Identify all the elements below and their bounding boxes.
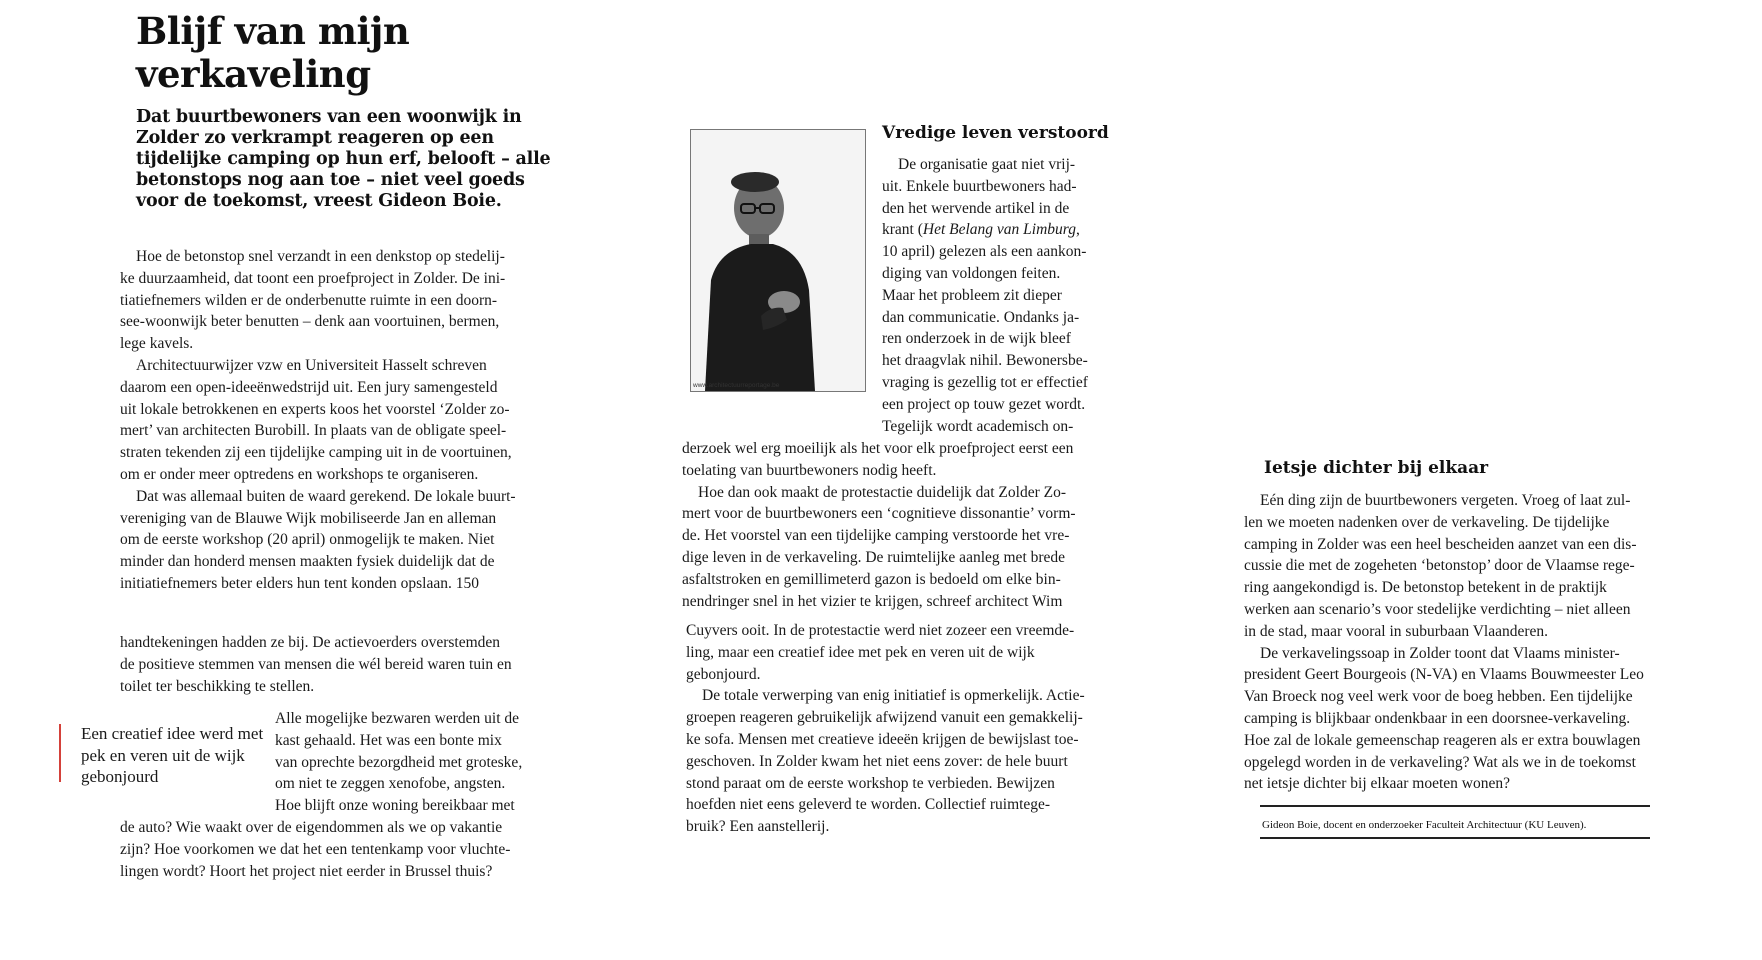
body-line: Hoe zal de lokale gemeenschap reageren als er extra bouwlagen: [1244, 731, 1641, 749]
body-line: diging van voldongen feiten.: [882, 264, 1061, 282]
body-line: Eén ding zijn de buurtbewoners vergeten. Vroeg of laat zul-: [1260, 492, 1631, 509]
body-line: krant (Het Belang van Limburg,: [882, 221, 1080, 239]
body-line: toilet ter beschikking te stellen.: [120, 677, 315, 695]
body-line: den het wervende artikel in de: [882, 199, 1070, 217]
body-line: De totale verwerping van enig initiatief is opmerkelijk. Actie-: [702, 687, 1085, 705]
body-line: vraging is gezellig tot er effectief: [882, 373, 1088, 391]
col3-body: [1244, 490, 1674, 795]
body-line: handtekeningen hadden ze bij. De actievoerders overstemden: [120, 634, 501, 651]
body-line: 10 april) gelezen als een aankon-: [882, 243, 1087, 261]
body-line: het draagvlak nihil. Bewonersbe-: [882, 352, 1088, 370]
col2-body-narrow: [882, 154, 1107, 437]
body-line: in de stad, maar vooral in suburbaan Vlaanderen.: [1244, 622, 1549, 640]
body-line: lege kavels.: [120, 335, 194, 353]
body-line: president Geert Bourgeois (N-VA) en Vlaams Bouwmeester Leo: [1244, 666, 1644, 684]
body-line: om de eerste workshop (20 april) onmogelijk te maken. Niet: [120, 531, 495, 549]
photo-credit: www.architectuurreportage.be: [693, 382, 780, 389]
body-line: de auto? Wie waakt over de eigendommen als we op vakantie: [120, 819, 503, 836]
body-line: vereniging van de Blauwe Wijk mobiliseerde Jan en alleman: [120, 509, 497, 527]
author-photo-image: [691, 130, 865, 391]
body-line: asfaltstroken en gemillimeterd gazon is bedoeld om elke bin-: [682, 570, 1061, 588]
body-line: hoefden niet eens geleverd te worden. Collectief ruimtege-: [686, 796, 1051, 814]
body-line: ren onderzoek in de wijk bleef: [882, 330, 1071, 348]
body-line: de positieve stemmen van mensen die wél bereid waren tuin en: [120, 655, 512, 673]
col2-body-wide: [682, 438, 1112, 612]
body-line: net ietsje dichter bij elkaar moeten wonen?: [1244, 775, 1510, 793]
body-line: Hoe dan ook maakt de protestactie duidelijk dat Zolder Zo-: [698, 483, 1067, 501]
body-line: Maar het probleem zit dieper: [882, 286, 1062, 304]
body-line: om niet te zeggen xenofobe, angsten.: [275, 775, 506, 793]
body-line: toelating van buurtbewoners nodig heeft.: [682, 461, 937, 479]
pullquote: Een creatief idee werd met pek en veren uit de wijk gebonjourd: [81, 724, 264, 786]
body-line: stond paraat om de eerste workshop te verbieden. Bewijzen: [686, 774, 1055, 792]
body-line: dige leven in de verkaveling. De ruimtelijke aanleg met brede: [682, 548, 1066, 566]
body-line: groepen reageren gebruikelijk afwijzend vanuit een gemakkelij-: [686, 709, 1083, 727]
author-note: Gideon Boie, docent en onderzoeker Faculteit Architectuur (KU Leuven).: [1262, 819, 1587, 831]
body-line: uit lokale betrokkenen en experts koos het voorstel ‘Zolder zo-: [120, 400, 510, 418]
body-line: zijn? Hoe voorkomen we dat het een tentenkamp voor vluchte-: [120, 840, 511, 858]
article-title: Blijf van mijn verkaveling: [136, 9, 410, 96]
body-line: om er onder meer optredens en workshops te organiseren.: [120, 465, 479, 483]
body-line: tiatiefnemers wilden er de onderbenutte ruimte in een doorn-: [120, 291, 498, 309]
body-line: een project op touw gezet wordt.: [882, 395, 1086, 413]
col1-body-top: [120, 246, 550, 595]
body-line: bruik? Een aanstellerij.: [686, 818, 830, 836]
body-line: dan communicatie. Ondanks ja-: [882, 308, 1080, 326]
body-line: Hoe blijft onze woning bereikbaar met: [275, 797, 515, 815]
body-line: see-woonwijk beter benutten – denk aan voortuinen, bermen,: [120, 313, 500, 331]
body-line: geschoven. In Zolder kwam het niet eens zover: de hele buurt: [686, 752, 1068, 770]
body-line: opgelegd worden in de verkaveling? Wat als we in de toekomst: [1244, 753, 1636, 771]
col1-body-bottom: [120, 817, 550, 882]
col2-body-bottom: [686, 620, 1116, 838]
body-line: ling, maar een creatief idee met pek en veren uit de wijk: [686, 643, 1035, 661]
body-line: Hoe de betonstop snel verzandt in een denkstop op stedelij-: [136, 248, 505, 265]
body-line: ke sofa. Mensen met creatieve ideeën krijgen de bewijslast toe-: [686, 730, 1079, 748]
col1-body-beside-quote: [275, 708, 545, 817]
body-line: cussie die met de zogeheten ‘betonstop’ door de Vlaamse rege-: [1244, 557, 1635, 575]
body-line: nendringer snel in het vizier te krijgen, schreef architect Wim: [682, 592, 1063, 610]
body-line: van oprechte bezorgdheid met groteske,: [275, 753, 523, 771]
body-line: uit. Enkele buurtbewoners had-: [882, 177, 1077, 195]
body-line: Tegelijk wordt academisch on-: [882, 417, 1074, 435]
body-line: minder dan honderd mensen maakten fysiek duidelijk dat de: [120, 553, 495, 571]
body-line: gebonjourd.: [686, 665, 761, 683]
body-line: camping is blijkbaar ondenkbaar in een doorsnee-verkaveling.: [1244, 709, 1631, 727]
body-line: straten tekenden zij een tijdelijke camping uit in de voortuinen,: [120, 444, 512, 462]
body-line: Dat was allemaal buiten de waard gerekend. De lokale buurt-: [136, 487, 516, 505]
author-photo: [690, 129, 866, 392]
col3-subhead: Ietsje dichter bij elkaar: [1264, 458, 1489, 478]
body-line: De organisatie gaat niet vrij-: [898, 156, 1076, 173]
col2-subhead: Vredige leven verstoord: [882, 123, 1109, 143]
body-line: camping in Zolder was een heel bescheiden aanzet van een dis-: [1244, 535, 1637, 553]
col1-body-mid: [120, 632, 550, 697]
body-line: Alle mogelijke bezwaren werden uit de: [275, 710, 520, 727]
body-line: kast gehaald. Het was een bonte mix: [275, 731, 502, 749]
body-line: len we moeten nadenken over de verkaveling. De tijdelijke: [1244, 513, 1610, 531]
body-line: de. Het voorstel van een tijdelijke camping verstoorde het vre-: [682, 527, 1070, 545]
body-line: ring aangekondigd is. De betonstop betekent in de praktijk: [1244, 579, 1607, 597]
body-line: mert voor de buurtbewoners een ‘cognitieve dissonantie’ vorm-: [682, 505, 1076, 523]
body-line: werken aan scenario’s voor stedelijke verdichting – niet alleen: [1244, 600, 1631, 618]
body-line: Van Broeck nog veel werk voor de boeg hebben. Een tijdelijke: [1244, 688, 1633, 706]
body-line: mert’ van architecten Burobill. In plaats van de obligate speel-: [120, 422, 507, 440]
body-line: derzoek wel erg moeilijk als het voor elk proefproject eerst een: [682, 440, 1074, 457]
body-line: Architectuurwijzer vzw en Universiteit Hasselt schreven: [136, 356, 487, 374]
body-line: ke duurzaamheid, dat toont een proefproject in Zolder. De ini-: [120, 269, 506, 287]
author-note-rule-top: [1260, 805, 1650, 807]
article-lead: Dat buurtbewoners van een woonwijk in Zolder zo verkrampt reageren op een tijdelijke camping op hun erf, belooft – alle betonstops nog aan toe – niet veel goeds voor de toekomst, vreest Gideon Boie.: [136, 107, 551, 211]
body-line: daarom een open-ideeënwedstrijd uit. Een jury samengesteld: [120, 378, 498, 396]
body-line: lingen wordt? Hoort het project niet eerder in Brussel thuis?: [120, 862, 493, 880]
body-line: De verkavelingssoap in Zolder toont dat Vlaams minister-: [1260, 644, 1620, 662]
body-line: Cuyvers ooit. In de protestactie werd niet zozeer een vreemde-: [686, 622, 1075, 639]
body-line: initiatiefnemers beter elders hun tent konden opslaan. 150: [120, 574, 479, 592]
author-note-rule-bottom: [1260, 837, 1650, 839]
